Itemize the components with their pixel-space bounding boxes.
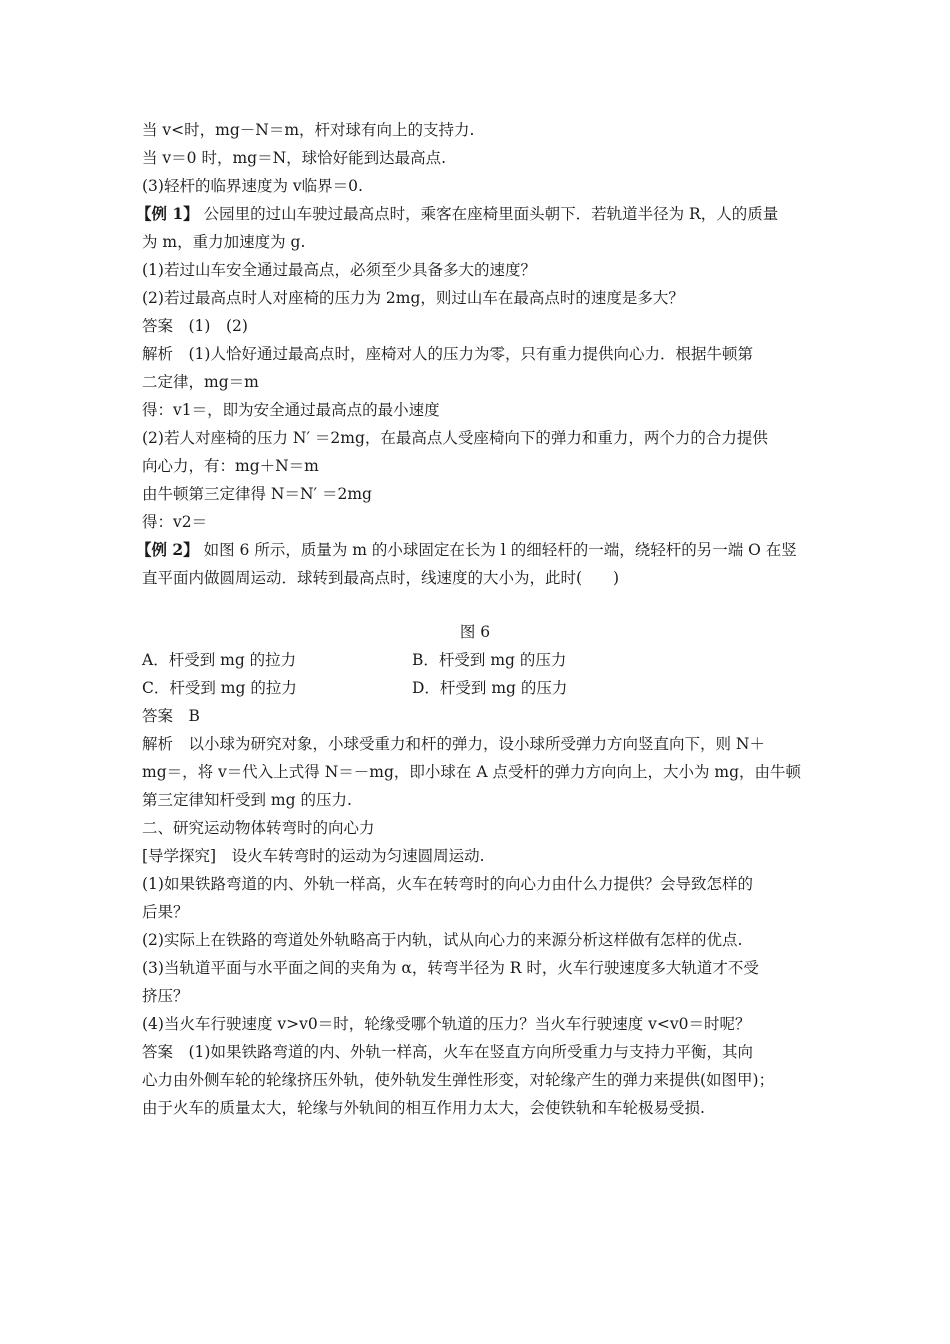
text-line: mg＝，将 v＝代入上式得 N＝－mg，即小球在 A 点受杆的弹力方向向上，大小为 mg，由牛顿 xyxy=(142,763,802,781)
option-c: C．杆受到 mg 的拉力 xyxy=(142,679,297,697)
text-line: 心力由外侧车轮的轮缘挤压外轨，使外轨发生弹性形变，对轮缘产生的弹力来提供(如图甲)； xyxy=(142,1071,775,1089)
example-text: 公园里的过山车驶过最高点时，乘客在座椅里面头朝下．若轨道半径为 R，人的质量 xyxy=(203,205,779,223)
text-line: (2)若人对座椅的压力 N′ ＝2mg，在最高点人受座椅向下的弹力和重力，两个力的合力提供 xyxy=(142,429,768,447)
figure-caption: 图 6 xyxy=(459,623,491,641)
text-line: (1)如果铁路弯道的内、外轨一样高，火车在转弯时的向心力由什么力提供？会导致怎样的 xyxy=(142,875,753,893)
text-line: 第三定律知杆受到 mg 的压力. xyxy=(142,791,352,809)
text-line: [导学探究] 设火车转弯时的运动为匀速圆周运动. xyxy=(142,847,485,865)
text-line: 得：v2＝ xyxy=(142,513,208,531)
text-line: 后果？ xyxy=(142,903,189,921)
text-line: 为 m，重力加速度为 g. xyxy=(142,233,306,251)
example-label: 【例 1】 xyxy=(136,204,199,223)
section-heading: 二、研究运动物体转弯时的向心力 xyxy=(142,819,375,837)
example-text: 如图 6 所示，质量为 m 的小球固定在长为 l 的细轻杆的一端，绕轻杆的另一端 O 在竖 xyxy=(203,541,797,559)
text-line: (3)当轨道平面与水平面之间的夹角为 α，转弯半径为 R 时，火车行驶速度多大轨道才不受 xyxy=(142,959,759,977)
option-a: A．杆受到 mg 的拉力 xyxy=(142,651,297,669)
text-line: (2)实际上在铁路的弯道处外轨略高于内轨，试从向心力的来源分析这样做有怎样的优点. xyxy=(142,931,743,949)
text-line: 挤压？ xyxy=(142,987,189,1005)
text-line: 二定律，mg＝m xyxy=(142,373,259,391)
option-b: B．杆受到 mg 的压力 xyxy=(412,651,567,669)
text-line: 向心力，有：mg＋N＝m xyxy=(142,457,319,475)
text-line: (1)若过山车安全通过最高点，必须至少具备多大的速度？ xyxy=(142,261,536,279)
answer-line: 答案 (1) (2) xyxy=(142,317,248,335)
analysis-line: 解析 (1)人恰好通过最高点时，座椅对人的压力为零，只有重力提供向心力．根据牛顿第 xyxy=(142,345,753,363)
text-line: 由牛顿第三定律得 N＝N′ ＝2mg xyxy=(142,485,372,503)
text-line: 当 v＝0 时，mg＝N，球恰好能到达最高点. xyxy=(142,149,447,167)
text-line: (4)当火车行驶速度 v>v0＝时，轮缘受哪个轨道的压力？当火车行驶速度 v<v0＝时呢？ xyxy=(142,1015,751,1033)
example-label: 【例 2】 xyxy=(136,540,199,559)
answer-line: 答案 B xyxy=(142,707,200,725)
text-line: 直平面内做圆周运动．球转到最高点时，线速度的大小为，此时( ) xyxy=(142,569,620,587)
text-line: (2)若过最高点时人对座椅的压力为 2mg，则过山车在最高点时的速度是多大？ xyxy=(142,289,684,307)
answer-line: 答案 (1)如果铁路弯道的内、外轨一样高，火车在竖直方向所受重力与支持力平衡，其向 xyxy=(142,1043,753,1061)
text-line: 得：v1＝，即为安全通过最高点的最小速度 xyxy=(142,401,440,419)
text-line: (3)轻杆的临界速度为 v临界＝0. xyxy=(142,177,363,195)
example-2-first-line xyxy=(136,538,816,562)
example-1-first-line xyxy=(136,202,816,226)
text-line: 由于火车的质量太大，轮缘与外轨间的相互作用力太大，会使铁轨和车轮极易受损. xyxy=(142,1099,705,1117)
option-d: D．杆受到 mg 的压力 xyxy=(412,679,568,697)
analysis-line: 解析 以小球为研究对象，小球受重力和杆的弹力，设小球所受弹力方向竖直向下，则 N＋ xyxy=(142,735,765,753)
text-line: 当 v<时，mg－N＝m，杆对球有向上的支持力. xyxy=(142,121,475,139)
